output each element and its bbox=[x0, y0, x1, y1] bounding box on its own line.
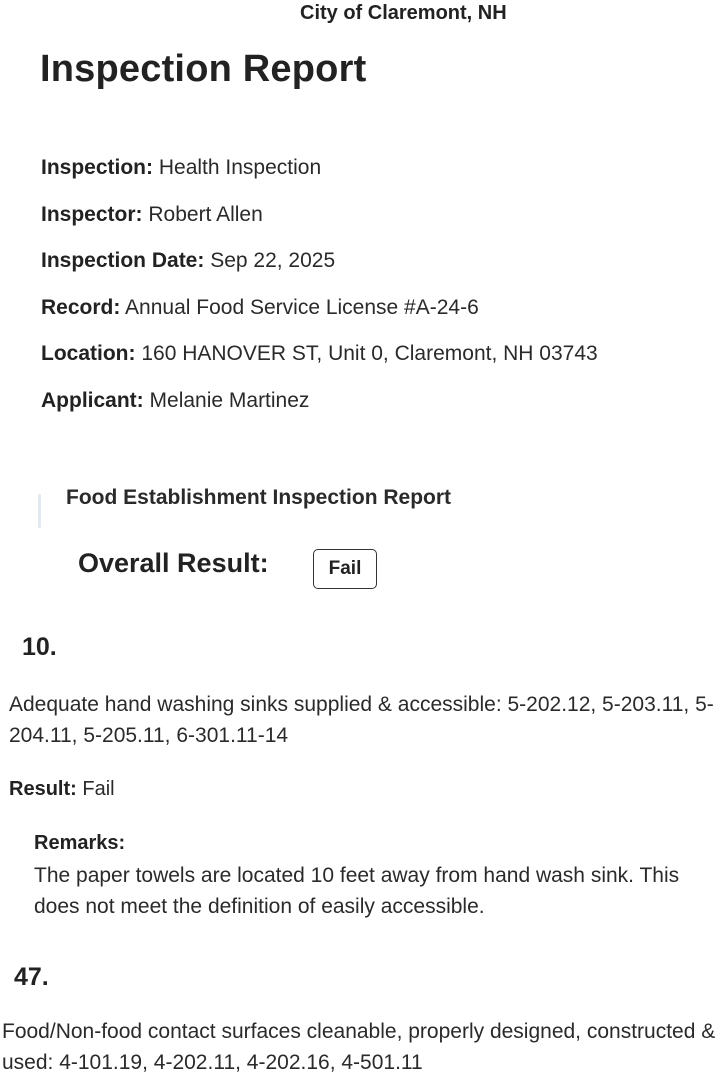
inspector-label: Inspector: bbox=[41, 202, 143, 226]
item-number: 47. bbox=[14, 963, 49, 991]
inspector-row bbox=[41, 192, 598, 239]
inspection-details bbox=[41, 145, 598, 424]
applicant-label: Applicant: bbox=[41, 388, 144, 412]
inspection-date-label: Inspection Date: bbox=[41, 249, 205, 272]
inspection-type-row bbox=[41, 145, 598, 192]
overall-result-label: Overall Result: bbox=[78, 548, 269, 578]
record-label: Record: bbox=[41, 295, 121, 319]
record-value: Annual Food Service License #A-24-6 bbox=[125, 295, 479, 319]
applicant-row bbox=[41, 378, 598, 425]
applicant-value: Melanie Martinez bbox=[149, 388, 310, 412]
form-title: Food Establishment Inspection Report bbox=[66, 486, 452, 509]
result-label: Result: bbox=[9, 778, 77, 800]
item-result bbox=[9, 778, 115, 801]
overall-result-badge: Fail bbox=[313, 549, 377, 589]
remarks-text: The paper towels are located 10 feet away from hand wash sink. This does not meet the definition of easily accessible. bbox=[34, 864, 680, 918]
record-row bbox=[41, 285, 598, 332]
location-row bbox=[41, 331, 598, 378]
item-description: Adequate hand washing sinks supplied & accessible: 5-202.12, 5-203.11, 5-204.11, 5-205.11, 6-301.11-14 bbox=[9, 693, 714, 747]
inspector-value: Robert Allen bbox=[148, 202, 263, 226]
city-name: City of Claremont, NH bbox=[300, 2, 507, 24]
section-marker bbox=[38, 494, 41, 528]
page-title: Inspection Report bbox=[40, 48, 367, 90]
remarks-label: Remarks: bbox=[34, 832, 126, 854]
location-value: 160 HANOVER ST, Unit 0, Claremont, NH 03743 bbox=[141, 342, 598, 365]
inspection-type-value: Health Inspection bbox=[158, 156, 322, 179]
inspection-date-value: Sep 22, 2025 bbox=[210, 249, 336, 272]
result-value: Fail bbox=[82, 778, 115, 800]
inspection-date-row bbox=[41, 238, 598, 285]
item-description: Food/Non-food contact surfaces cleanable, properly designed, constructed & used: 4-101.19, 4-202.11, 4-202.16, 4-501.11 bbox=[2, 1020, 716, 1074]
location-label: Location: bbox=[41, 342, 136, 365]
inspection-type-label: Inspection: bbox=[41, 156, 154, 179]
item-number: 10. bbox=[22, 633, 57, 661]
